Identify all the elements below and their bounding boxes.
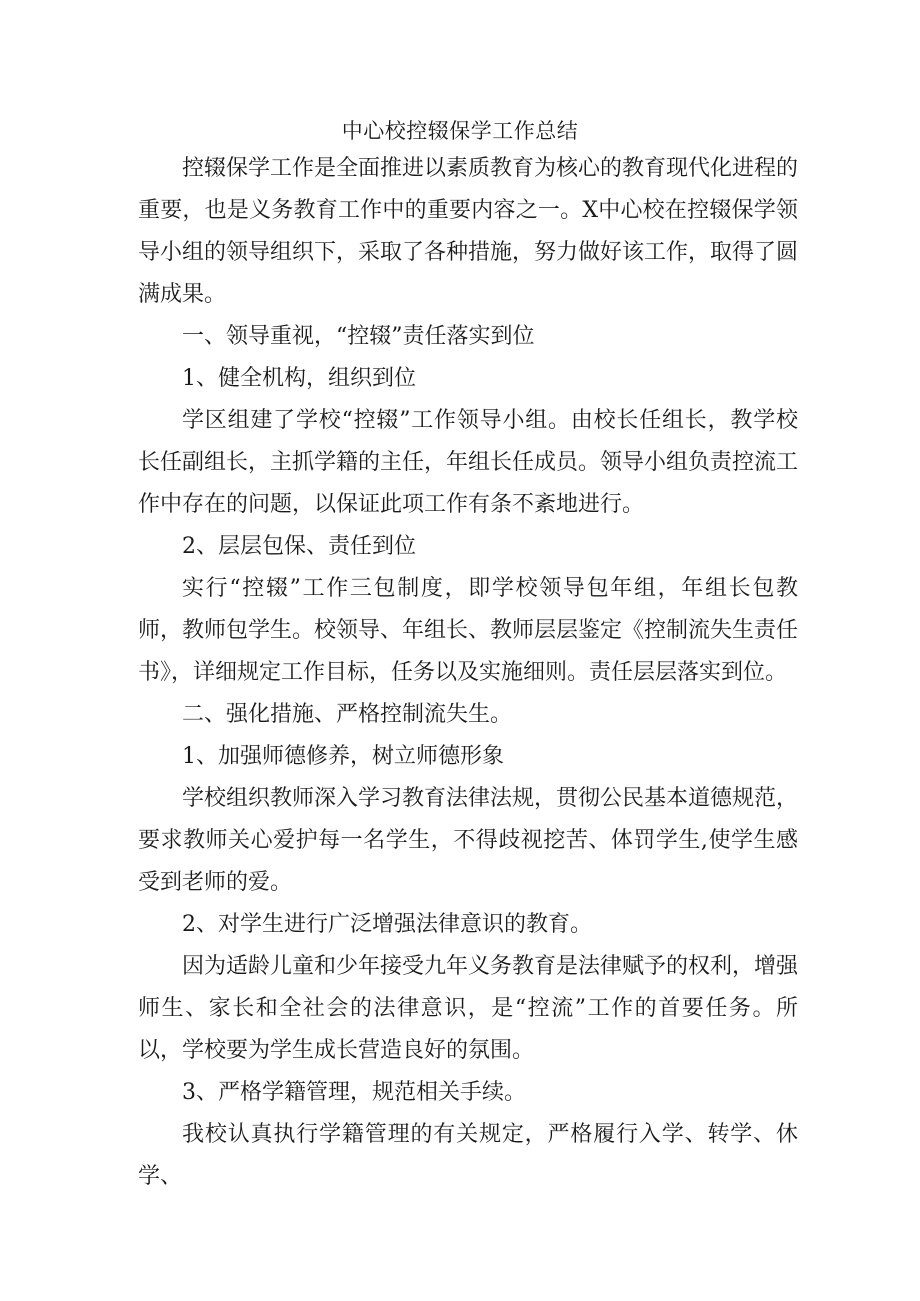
paragraph-2-2: 因为适龄儿童和少年接受九年义务教育是法律赋予的权利，增强师生、家长和全社会的法律意识，是“控流”工作的首要任务。所以，学校要为学生成长营造良好的氛围。 bbox=[138, 954, 799, 1063]
heading-1-1: 1、健全机构，组织到位 bbox=[182, 366, 416, 391]
heading-2-3: 3、严格学籍管理，规范相关手续。 bbox=[182, 1080, 526, 1105]
document-body bbox=[138, 148, 798, 1198]
paragraph-1-2: 实行“控辍”工作三包制度，即学校领导包年组，年组长包教师，教师包学生。校领导、年组长、教师层层鉴定《控制流失生责任书》，详细规定工作目标，任务以及实施细则。责任层层落实到位。 bbox=[138, 576, 799, 685]
document-title: 中心校控辍保学工作总结 bbox=[341, 119, 579, 143]
heading-2-2: 2、对学生进行广泛增强法律意识的教育。 bbox=[182, 912, 592, 937]
paragraph-2-1: 学校组织教师深入学习教育法律法规，贯彻公民基本道德规范，要求教师关心爱护每一名学生，不得歧视挖苦、体罚学生,使学生感受到老师的爱。 bbox=[138, 786, 799, 895]
heading-section-1: 一、领导重视，“控辍”责任落实到位 bbox=[182, 324, 535, 349]
heading-section-2: 二、强化措施、严格控制流失生。 bbox=[182, 702, 513, 727]
paragraph-intro: 控辍保学工作是全面推进以素质教育为核心的教育现代化进程的重要，也是义务教育工作中的重要内容之一。X中心校在控辍保学领导小组的领导组织下，采取了各种措施，努力做好该工作，取得了圆满成果。 bbox=[138, 156, 799, 307]
heading-1-2: 2、层层包保、责任到位 bbox=[182, 534, 416, 559]
paragraph-2-3: 我校认真执行学籍管理的有关规定，严格履行入学、转学、休学、 bbox=[138, 1122, 798, 1189]
paragraph-1-1: 学区组建了学校“控辍”工作领导小组。由校长任组长，教学校长任副组长，主抓学籍的主任，年组长任成员。领导小组负责控流工作中存在的问题，以保证此项工作有条不紊地进行。 bbox=[138, 408, 799, 517]
heading-2-1: 1、加强师德修养，树立师德形象 bbox=[182, 744, 504, 769]
